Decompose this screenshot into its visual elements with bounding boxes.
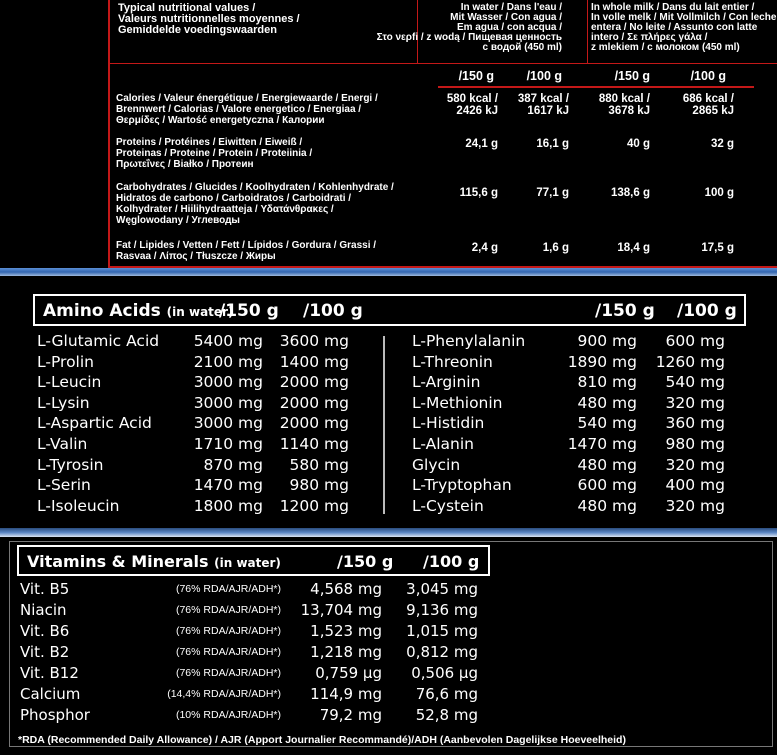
amino-name: L-Threonin — [412, 352, 493, 371]
value-calories-milk-150 — [578, 93, 650, 117]
amino-acids-header — [33, 294, 746, 326]
amino-title-text: Amino Acids — [43, 301, 161, 321]
value-line: 1617 kJ — [527, 105, 569, 117]
value-proteins-water-150: 24,1 g — [465, 138, 498, 150]
amino-value-150: 3000 mg — [193, 414, 263, 433]
label-line: Kolhydrater / Hiilihydraatteja / Υδατάνθρακες / — [116, 204, 334, 215]
header-line: In whole milk / Dans du lait entier / — [591, 2, 755, 13]
amino-name: L-Tyrosin — [37, 455, 104, 474]
vitamin-value-150: 4,568 mg — [310, 580, 382, 598]
amino-value-100: 320 mg — [665, 393, 725, 412]
value-line: 2865 kJ — [692, 105, 734, 117]
amino-name: L-Isoleucin — [37, 496, 120, 515]
vitamin-rda: (76% RDA/AJR/ADH*) — [175, 646, 281, 658]
value-line: 580 kcal / — [446, 93, 498, 105]
amino-value-150: 600 mg — [577, 476, 637, 495]
value-line: 2426 kJ — [456, 105, 498, 117]
value-fat-milk-150: 18,4 g — [617, 242, 650, 254]
amino-value-100: 540 mg — [665, 373, 725, 392]
amino-name: L-Phenylalanin — [412, 332, 526, 350]
amino-name: L-Valin — [37, 435, 88, 453]
vitamin-value-150: 114,9 mg — [310, 685, 382, 703]
vitamins-col-100: /100 g — [423, 552, 480, 571]
label-line: Węglowodany / Углеводы — [116, 215, 240, 226]
col-milk-100: /100 g — [690, 69, 726, 83]
header-line: In volle melk / Mit Vollmilch / Con leche — [591, 12, 777, 23]
header-line: z mlekiem / с молоком (450 ml) — [591, 42, 740, 53]
row-label-fat — [116, 240, 428, 262]
label-line: Πρωτεΐνες / Białko / Протеин — [116, 159, 254, 170]
value-line: 3678 kJ — [608, 105, 650, 117]
amino-value-150: 900 mg — [577, 332, 637, 350]
nutrition-header-water — [310, 3, 562, 53]
amino-value-150: 1800 mg — [193, 496, 263, 515]
amino-name: L-Aspartic Acid — [37, 414, 152, 433]
vitamins-header — [17, 545, 490, 576]
value-carbohydrates-milk-150: 138,6 g — [611, 187, 650, 199]
amino-col-left-100: /100 g — [303, 301, 363, 321]
amino-value-100: 980 mg — [289, 476, 349, 495]
label-line: Hidratos de carbono / Carboidratos / Carboidrati / — [116, 193, 352, 204]
amino-value-100: 360 mg — [665, 414, 725, 433]
amino-value-100: 1400 mg — [279, 352, 349, 371]
section-divider — [0, 268, 777, 276]
nutrition-header-divider — [587, 0, 588, 64]
vitamin-value-150: 0,759 µg — [315, 664, 382, 682]
amino-value-150: 1470 mg — [567, 435, 637, 453]
amino-value-100: 400 mg — [665, 476, 725, 495]
amino-value-150: 480 mg — [577, 393, 637, 412]
amino-value-100: 600 mg — [665, 332, 725, 350]
amino-value-150: 3000 mg — [193, 393, 263, 412]
amino-name: Glycin — [412, 455, 461, 474]
header-line: Mit Wasser / Con agua / — [450, 12, 562, 23]
amino-name: L-Cystein — [412, 496, 484, 515]
value-proteins-milk-150: 40 g — [626, 138, 650, 150]
amino-value-100: 2000 mg — [279, 373, 349, 392]
vitamin-name: Vit. B2 — [20, 643, 70, 661]
value-carbohydrates-water-100: 77,1 g — [536, 187, 569, 199]
amino-title-suffix: (in water) — [166, 305, 234, 319]
vitamin-value-100: 9,136 mg — [406, 601, 478, 619]
amino-value-100: 1260 mg — [655, 352, 725, 371]
amino-value-100: 2000 mg — [279, 393, 349, 412]
value-proteins-water-100: 16,1 g — [536, 138, 569, 150]
amino-value-100: 1140 mg — [279, 435, 349, 453]
label-line: Brennwert / Calorias / Valore energetico / Energiaa / — [116, 104, 362, 115]
vitamin-name: Phosphor — [20, 706, 90, 724]
value-line: 686 kcal / — [682, 93, 734, 105]
amino-name: L-Glutamic Acid — [37, 332, 160, 350]
vitamin-value-150: 79,2 mg — [319, 706, 382, 724]
vitamin-name: Calcium — [20, 685, 81, 703]
vitamin-value-150: 1,523 mg — [310, 622, 382, 640]
vitamin-rda: (76% RDA/AJR/ADH*) — [175, 604, 281, 616]
vitamin-name: Vit. B12 — [20, 664, 79, 682]
amino-name: L-Arginin — [412, 373, 481, 392]
col-water-100: /100 g — [526, 69, 562, 83]
amino-value-100: 320 mg — [665, 496, 725, 515]
vitamin-value-100: 3,045 mg — [406, 580, 478, 598]
header-line: Typical nutritional values / — [118, 2, 256, 14]
amino-name: L-Methionin — [412, 393, 503, 412]
amino-name: L-Leucin — [37, 373, 102, 392]
amino-name: L-Tryptophan — [412, 476, 512, 495]
section-divider — [0, 528, 777, 537]
header-line: Em agua / con acqua / — [456, 22, 562, 33]
label-line: Proteins / Protéines / Eiwitten / Eiweiß / — [116, 137, 303, 148]
amino-value-100: 580 mg — [289, 455, 349, 474]
vitamin-rda: (76% RDA/AJR/ADH*) — [175, 667, 281, 679]
vitamins-col-150: /150 g — [337, 552, 394, 571]
amino-name: L-Alanin — [412, 435, 474, 453]
vitamin-value-100: 52,8 mg — [415, 706, 478, 724]
amino-acids-title — [43, 301, 233, 321]
row-label-calories — [116, 93, 428, 126]
vitamin-rda: (76% RDA/AJR/ADH*) — [175, 583, 281, 595]
value-calories-water-150 — [426, 93, 498, 117]
amino-value-150: 540 mg — [577, 414, 637, 433]
vitamin-name: Niacin — [20, 601, 67, 619]
header-line: entera / No leite / Assunto con latte — [591, 22, 758, 33]
amino-value-150: 1470 mg — [193, 476, 263, 495]
vitamin-value-100: 0,812 mg — [406, 643, 478, 661]
header-line: intero / Σε πλήρες γάλα / — [591, 32, 708, 43]
vitamin-name: Vit. B5 — [20, 580, 70, 598]
value-fat-milk-100: 17,5 g — [701, 242, 734, 254]
amino-col-right-150: /150 g — [595, 301, 655, 321]
amino-value-150: 870 mg — [203, 455, 263, 474]
amino-value-150: 480 mg — [577, 455, 637, 474]
amino-acids-table — [3, 276, 774, 528]
amino-value-100: 1200 mg — [279, 496, 349, 515]
amino-col-left-150: /150 g — [219, 301, 279, 321]
value-fat-water-100: 1,6 g — [542, 242, 569, 254]
amino-name: L-Lysin — [37, 393, 90, 412]
value-calories-milk-100 — [660, 93, 734, 117]
vitamin-value-100: 76,6 mg — [415, 685, 478, 703]
row-label-carbohydrates — [116, 182, 428, 226]
amino-name: L-Prolin — [37, 352, 94, 371]
amino-value-150: 5400 mg — [193, 332, 263, 350]
label-line: Proteinas / Proteine / Protein / Proteiinia / — [116, 148, 313, 159]
rda-footnote: *RDA (Recommended Daily Allowance) / AJR (Apport Journalier Recommandé)/ADH (Aanbevolen Dagelijkse Hoeveelheid) — [18, 734, 626, 746]
amino-name: L-Serin — [37, 476, 91, 495]
amino-value-150: 2100 mg — [193, 352, 263, 371]
label-line: Fat / Lipides / Vetten / Fett / Lípidos / Gordura / Grassi / — [116, 240, 377, 251]
amino-value-150: 480 mg — [577, 496, 637, 515]
header-line: с водой (450 ml) — [482, 42, 562, 53]
amino-value-100: 3600 mg — [279, 332, 349, 350]
nutrition-header-rule — [110, 63, 777, 64]
vitamin-value-150: 1,218 mg — [310, 643, 382, 661]
amino-name: L-Histidin — [412, 414, 485, 433]
vitamin-name: Vit. B6 — [20, 622, 70, 640]
amino-column-divider — [383, 336, 385, 514]
vitamin-value-150: 13,704 mg — [300, 601, 382, 619]
amino-value-100: 320 mg — [665, 455, 725, 474]
header-line: Στο νερfi / z wodą / Пищевая ценность — [376, 32, 562, 43]
row-label-proteins — [116, 137, 428, 170]
nutrition-table — [0, 0, 777, 268]
nutrition-header-milk — [591, 3, 777, 53]
vitamin-rda: (76% RDA/AJR/ADH*) — [175, 625, 281, 637]
value-carbohydrates-milk-100: 100 g — [704, 187, 734, 199]
columns-underline — [438, 86, 754, 88]
vitamins-minerals-table — [0, 537, 777, 755]
value-fat-water-150: 2,4 g — [471, 242, 498, 254]
vitamins-title-suffix: (in water) — [214, 556, 281, 570]
amino-value-150: 1890 mg — [567, 352, 637, 371]
vitamins-title — [27, 552, 281, 571]
vitamin-rda: (10% RDA/AJR/ADH*) — [175, 709, 281, 721]
vitamin-rda: (14,4% RDA/AJR/ADH*) — [167, 688, 281, 700]
amino-value-100: 980 mg — [665, 435, 725, 453]
label-line: Carbohydrates / Glucides / Koolhydraten / Kohlenhydrate / — [116, 182, 394, 193]
col-milk-150: /150 g — [614, 69, 650, 83]
amino-value-150: 3000 mg — [193, 373, 263, 392]
header-line: Valeurs nutritionnelles moyennes / — [118, 13, 300, 25]
amino-value-150: 1710 mg — [193, 435, 263, 453]
header-line: Gemiddelde voedingswaarden — [118, 24, 277, 36]
value-line: 880 kcal / — [598, 93, 650, 105]
label-line: Θερμίδες / Wartość energetyczna / Калории — [116, 115, 325, 126]
header-line: In water / Dans l'eau / — [460, 2, 562, 13]
vitamin-value-100: 0,506 µg — [411, 664, 478, 682]
value-calories-water-100 — [497, 93, 569, 117]
amino-value-100: 2000 mg — [279, 414, 349, 433]
vitamin-value-100: 1,015 mg — [406, 622, 478, 640]
label-line: Rasvaa / Λίπος / Tłuszcze / Жиры — [116, 251, 276, 262]
amino-value-150: 810 mg — [577, 373, 637, 392]
vitamins-title-text: Vitamins & Minerals — [27, 552, 209, 571]
label-line: Calories / Valeur énergétique / Energiewaarde / Energi / — [116, 93, 378, 104]
value-proteins-milk-100: 32 g — [710, 138, 734, 150]
col-water-150: /150 g — [458, 69, 494, 83]
value-carbohydrates-water-150: 115,6 g — [459, 187, 498, 199]
value-line: 387 kcal / — [517, 93, 569, 105]
amino-col-right-100: /100 g — [677, 301, 737, 321]
